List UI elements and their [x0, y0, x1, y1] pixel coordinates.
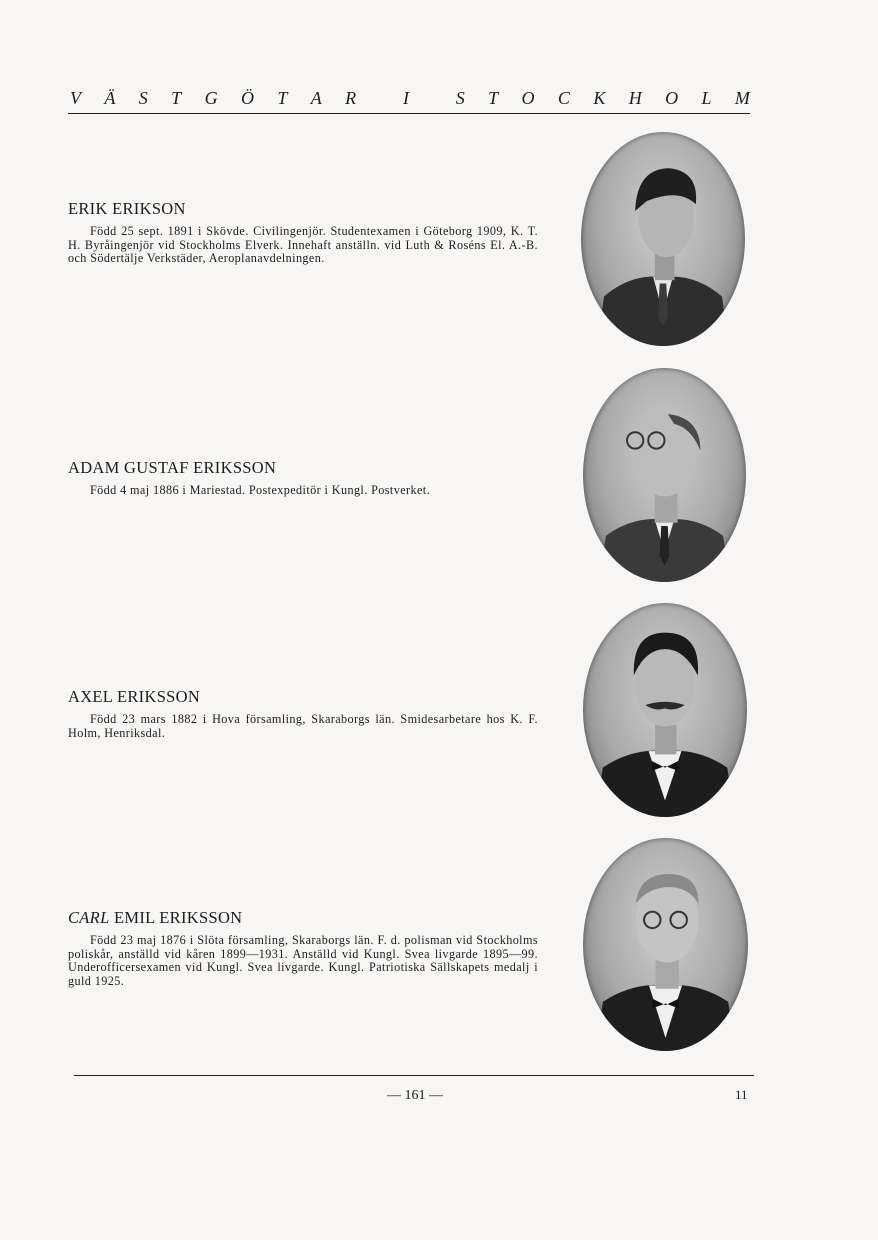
entry-axel-eriksson [68, 687, 538, 740]
entry-bio: Född 4 maj 1886 i Mariestad. Postexpeditör i Kungl. Postverket. [90, 483, 431, 497]
entry-name-rest: EMIL ERIKSSON [109, 908, 243, 927]
portrait-photo [581, 132, 745, 346]
running-head: V Ä S T G Ö T A R I S T O C K H O L M [70, 88, 750, 108]
entry-bio: Född 23 mars 1882 i Hova församling, Skaraborgs län. Smidesarbetare hos K. F. Holm, Henriksdal. [68, 712, 538, 740]
header-rule [68, 113, 750, 114]
entry-name: ADAM GUSTAF ERIKSSON [68, 458, 277, 477]
footer-rule [74, 1075, 754, 1076]
entry-erik-erikson [68, 199, 538, 266]
portrait-photo [583, 368, 746, 582]
entry-name [68, 908, 538, 928]
entry-carl-emil-eriksson [68, 908, 538, 988]
entry-bio: Född 23 maj 1876 i Slöta församling, Skaraborgs län. F. d. polisman vid Stockholms poliskår, anställd vid kåren 1899—1931. Anställd vid Kungl. Svea livgarde 1895—99. Underofficersexamen vid Kungl. Svea livgarde. Kungl. Patriotiska Sällskapets medalj i guld 1925. [68, 933, 538, 988]
entry-bio: Född 25 sept. 1891 i Skövde. Civilingenjör. Studentexamen i Göteborg 1909, K. T. H. Byråingenjör vid Stockholms Elverk. Innehaft anställn. vid Luth & Roséns El. A.-B. och Södertälje Verkstäder, Aeroplanavdelningen. [68, 224, 538, 266]
entry-name-first: CARL [68, 908, 110, 927]
page-number: — 161 — [387, 1088, 443, 1103]
entry-adam-gustaf-eriksson [68, 458, 538, 498]
entry-name: AXEL ERIKSSON [68, 687, 201, 706]
portrait-photo [583, 603, 747, 817]
portrait-photo [583, 838, 748, 1051]
sheet-number: 11 [735, 1087, 748, 1102]
entry-name: ERIK ERIKSON [68, 199, 186, 218]
